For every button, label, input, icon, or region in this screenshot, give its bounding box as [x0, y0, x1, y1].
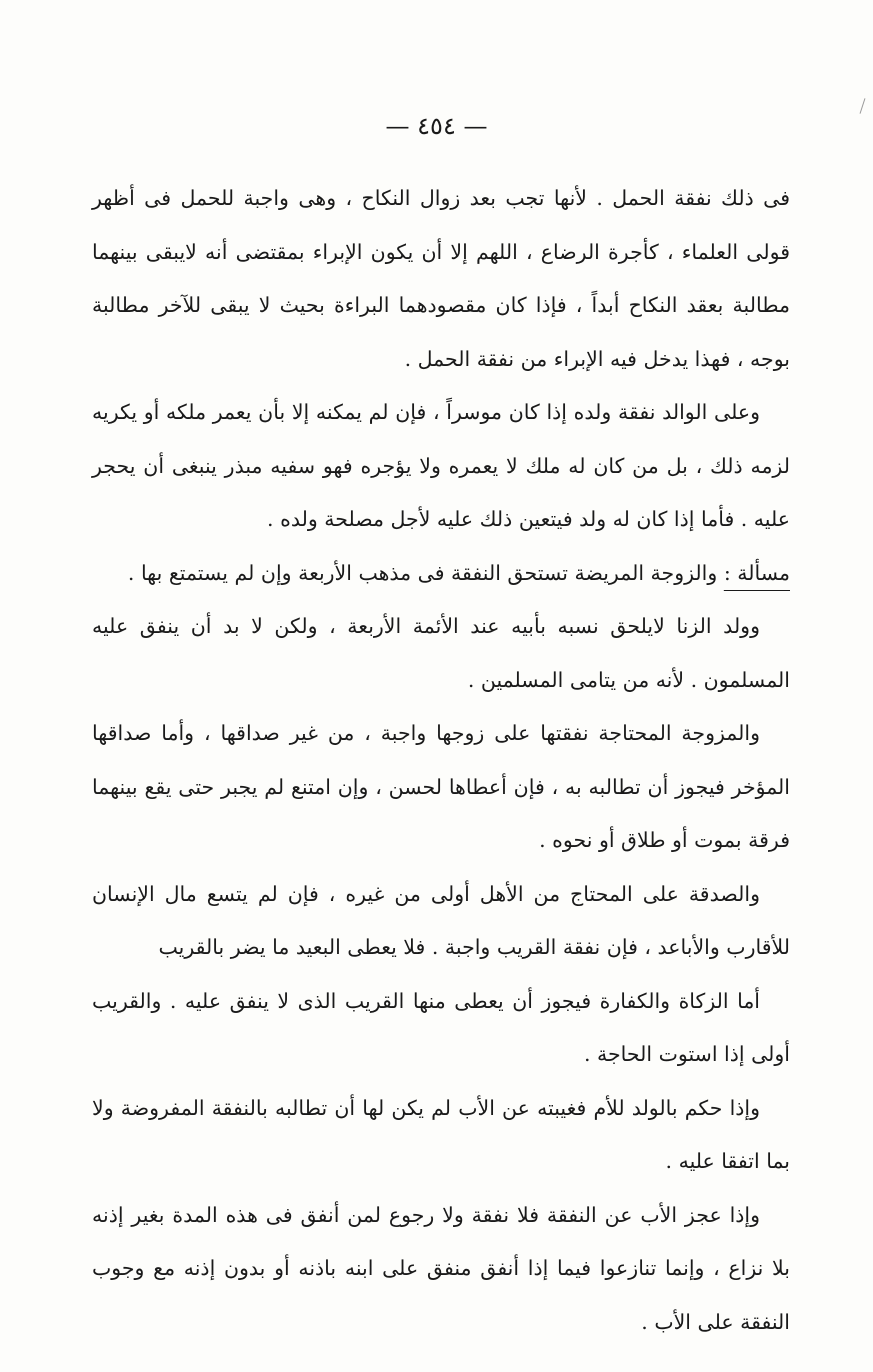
- paragraph-6: والصدقة على المحتاج من الأهل أولى من غيره ، فإن لم يتسع مال الإنسان للأقارب والأباعد ، فإن نفقة القريب واجبة . فلا يعطى البعيد ما يضر بالقريب: [92, 881, 790, 959]
- paragraph-4: وولد الزنا لايلحق نسبه بأبيه عند الأئمة الأربعة ، ولكن لا بد أن ينفق عليه المسلمون . لأنه من يتامى المسلمين .: [92, 614, 790, 692]
- paragraph-1: فى ذلك نفقة الحمل . لأنها تجب بعد زوال النكاح ، وهى واجبة للحمل فى أظهر قولى العلماء ، كأجرة الرضاع ، اللهم إلا أن يكون الإبراء بمقتضى أنه لايبقى بينهما مطالبة بعقد النكاح أبداً ، فإذا كان مقصودهما البراءة بحيث لا يبقى للآخر مطالبة بوجه ، فهذا يدخل فيه الإبراء من نفقة الحمل .: [92, 186, 790, 371]
- paragraph-3-text: والزوجة المريضة تستحق النفقة فى مذهب الأربعة وإن لم يستمتع بها .: [127, 560, 718, 585]
- paragraph-5: والمزوجة المحتاجة نفقتها على زوجها واجبة ، من غير صداقها ، وأما صداقها المؤخر فيجوز أن تطالبه به ، فإن أعطاها لحسن ، وإن امتنع لم يجبر حتى يقع بينهما فرقة بموت أو طلاق أو نحوه .: [92, 721, 790, 852]
- page-body: [92, 172, 790, 1349]
- page-number: — ٤٥٤ —: [385, 112, 488, 140]
- paragraph-8: وإذا حكم بالولد للأم فغيبته عن الأب لم يكن لها أن تطالبه بالنفقة المفروضة ولا بما اتفقا عليه .: [92, 1095, 790, 1173]
- masala-label: مسألة :: [723, 560, 790, 585]
- paragraph-7: أما الزكاة والكفارة فيجوز أن يعطى منها القريب الذى لا ينفق عليه . والقريب أولى إذا استوت الحاجة .: [92, 988, 790, 1066]
- paragraph-9: وإذا عجز الأب عن النفقة فلا نفقة ولا رجوع لمن أنفق فى هذه المدة بغير إذنه بلا نزاع ، وإنما تنازعوا فيما إذا أنفق منفق على ابنه باذنه أو بدون إذنه مع وجوب النفقة على الأب .: [92, 1202, 790, 1334]
- paragraph-2: وعلى الوالد نفقة ولده إذا كان موسراً ، فإن لم يمكنه إلا بأن يعمر ملكه أو يكريه لزمه ذلك ، بل من كان له ملك لا يعمره ولا يؤجره فهو سفيه مبذر ينبغى أن يحجر عليه . فأما إذا كان له ولد فيتعين ذلك عليه لأجل مصلحة ولده .: [92, 400, 790, 531]
- paragraph-3: [92, 547, 790, 601]
